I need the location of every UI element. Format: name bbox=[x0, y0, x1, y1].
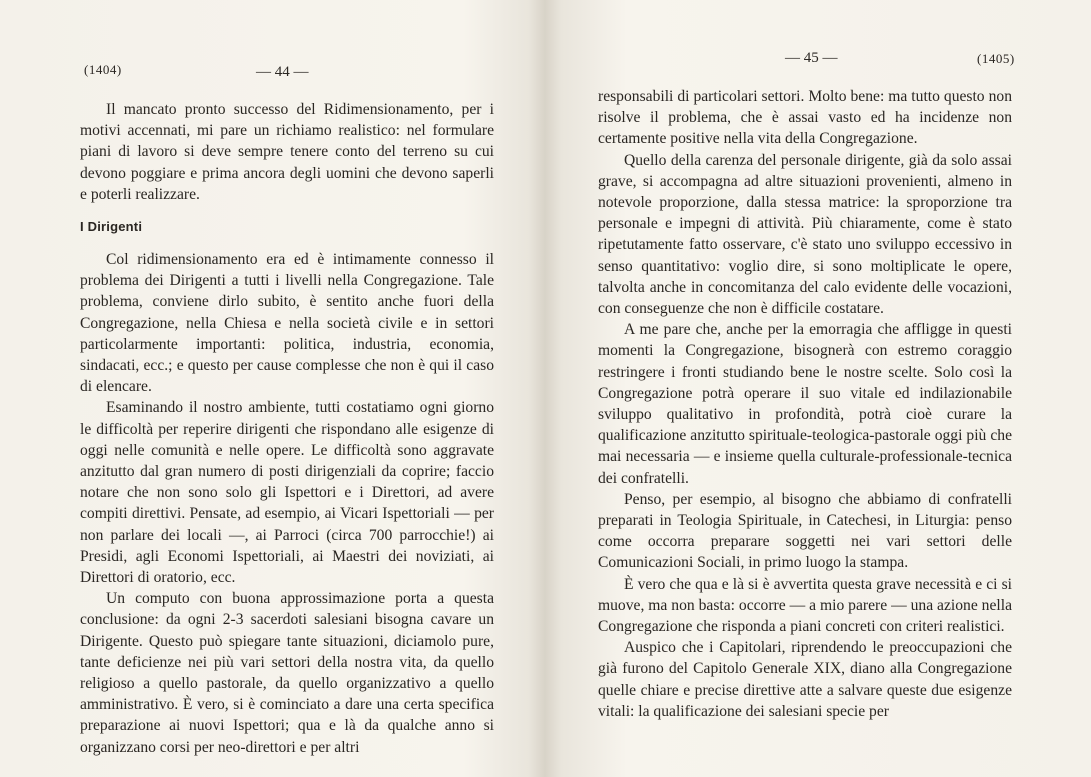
intro-text-block bbox=[80, 99, 494, 205]
left-page bbox=[0, 0, 545, 777]
body-text-block bbox=[598, 86, 1012, 722]
paragraph: responsabili di particolari settori. Molto bene: ma tutto questo non risolve il problema, che è assai vasto ed ha incidenze non certamente positive nella vita della Congregazione. bbox=[598, 88, 1012, 148]
paragraph: Il mancato pronto successo del Ridimensionamento, per i motivi accennati, mi pare un richiamo realistico: nel formulare piani di lavoro si deve sempre tenere conto del terreno su cui devono poggiare e prima ancora degli uomini che devono saperli e poterli realizzare. bbox=[80, 101, 494, 203]
paragraph: Auspico che i Capitolari, riprendendo le preoccupazioni che già furono del Capitolo Generale XIX, diano alla Congregazione quelle chiare e precise direttive atte a salvare queste due esigenze vitali: la qualificazione dei salesiani specie per bbox=[598, 639, 1012, 720]
paragraph: È vero che qua e là si è avvertita questa grave necessità e ci si muove, ma non basta: occorre — a mio parere — una azione nella Congregazione che risponda a piani concreti con criteri realistici. bbox=[598, 575, 1012, 636]
paragraph: Esaminando il nostro ambiente, tutti costatiamo ogni giorno le difficoltà per reperire dirigenti che rispondano alle esigenze di oggi nelle comunità e nelle opere. Le difficoltà sono aggravate anzitutto dal gran numero di posti dirigenziali da coprire; faccio notare che non sono solo gli Ispettori e i Direttori, ad avere compiti direttivi. Pensate, ad esempio, ai Vicari Ispettoriali — per non parlare dei locali —, ai Parroci (circa 700 parrocchie!) ai Presidi, agli Economi Ispettoriali, ai Maestri dei noviziati, ai Direttori di oratorio, ecc. bbox=[80, 399, 494, 587]
paragraph: Un computo con buona approssimazione porta a questa conclusione: da ogni 2-3 sacerdoti salesiani bisogna cavare un Dirigente. Questo può spiegare tante situazioni, diciamolo pure, tante deficienze nei più vari settori della nostra vita, da quello religioso a quello pastorale, da quello organizzativo a quello amministrativo. È vero, si è cominciato a dare una certa specifica preparazione ai nuovi Ispettori; qua e là da qualche anno si organizzano corsi per neo-direttori e per altri bbox=[80, 590, 494, 756]
right-page bbox=[545, 0, 1091, 777]
section-heading: I Dirigenti bbox=[80, 219, 143, 234]
page-number: — 45 — bbox=[785, 50, 838, 66]
paragraph: A me pare che, anche per la emorragia che affligge in questi momenti la Congregazione, bisognerà con estremo coraggio restringere i fronti studiando bene le nostre scelte. Solo così la Congregazione potrà operare il suo vitale ed indilazionabile sviluppo qualitativo in profondità, potrà cioè curare la qualificazione anzitutto spirituale-teologica-pastorale oggi più che mai necessaria — e insieme quella culturale-professionale-tecnica dei confratelli. bbox=[598, 321, 1012, 487]
paragraph: Penso, per esempio, al bisogno che abbiamo di confratelli preparati in Teologia Spirituale, in Catechesi, in Liturgia: penso come occorra preparare soggetti nei vari settori delle Comunicazioni Sociali, in primo luogo la stampa. bbox=[598, 490, 1012, 572]
page-code: (1405) bbox=[977, 51, 1015, 66]
paragraph: Col ridimensionamento era ed è intimamente connesso il problema dei Dirigenti a tutti i livelli nella Congregazione. Tale problema, conviene dirlo subito, è sentito anche fuori della Congregazione, nella Chiesa e nella società civile e in settori particolarmente importanti: politica, industria, economia, sindacati, ecc.; e questo per cause complesse che non è qui il caso di elencare. bbox=[80, 251, 494, 396]
paragraph: Quello della carenza del personale dirigente, già da solo assai grave, si accompagna ad altre situazioni provenienti, almeno in notevole proporzione, dalla stessa matrice: la sproporzione tra personale e impegni di attività. Più chiaramente, come è stato ripetutamente fatto osservare, c'è stato uno sviluppo eccessivo in senso quantitativo: voglio dire, si sono moltiplicate le opere, talvolta anche in concomitanza del calo evidente delle vocazioni, con conseguenze che non è difficile costatare. bbox=[598, 151, 1012, 318]
section-text-block bbox=[80, 249, 494, 758]
page-number: — 44 — bbox=[256, 64, 309, 80]
page-code: (1404) bbox=[84, 62, 122, 77]
